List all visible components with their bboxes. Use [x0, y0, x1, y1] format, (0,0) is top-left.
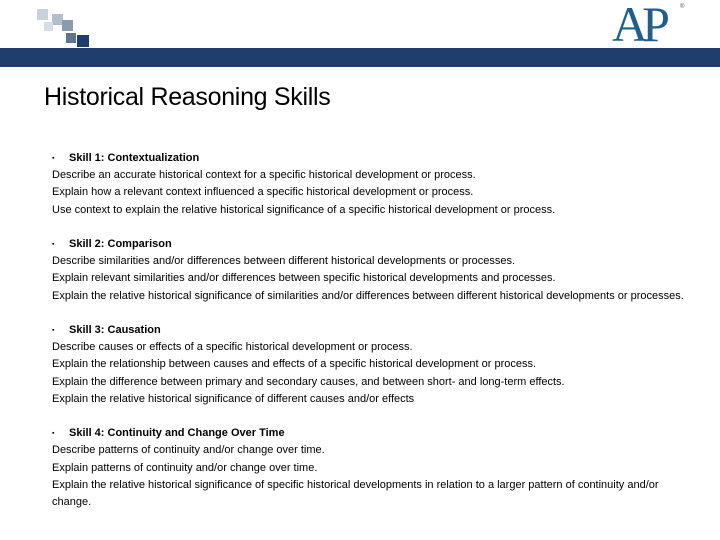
bullet-icon: ▪ — [52, 241, 55, 248]
skill-description-line: Explain relevant similarities and/or differences between specific historical developments and processes. — [52, 272, 556, 285]
skill-heading-text: Skill 4: Continuity and Change Over Time — [69, 427, 285, 440]
logo-registered-mark: ® — [680, 4, 685, 10]
skill-heading — [52, 425, 692, 442]
logo-text: AP — [612, 0, 664, 52]
skill-description-line: Describe causes or effects of a specific historical development or process. — [52, 341, 413, 354]
skill-heading — [52, 236, 692, 253]
skill-description-line: Describe an accurate historical context for a specific historical development or process. — [52, 169, 476, 182]
skill-description-line: Describe patterns of continuity and/or change over time. — [52, 444, 325, 457]
skill-block — [52, 150, 692, 219]
skill-heading-text: Skill 2: Comparison — [69, 238, 172, 250]
skill-description-line: Explain the difference between primary and secondary causes, and between short- and long-term effects. — [52, 375, 565, 388]
bullet-icon: ▪ — [52, 327, 55, 334]
skill-description-line: Explain patterns of continuity and/or change over time. — [52, 461, 318, 474]
skill-description-line: Explain the relationship between causes and effects of a specific historical development or process. — [52, 358, 537, 371]
skill-heading — [52, 150, 692, 167]
skill-description-line: Explain the relative historical significance of specific historical developments in relation to a larger pattern of continuity and/or change. — [52, 478, 659, 509]
skill-block — [52, 322, 692, 408]
page-title: Historical Reasoning Skills — [44, 83, 331, 111]
skill-description-line: Explain the relative historical significance of different causes and/or effects — [52, 392, 415, 405]
skill-heading-text: Skill 3: Causation — [69, 324, 161, 336]
skill-description-line: Explain the relative historical significance of similarities and/or differences between different historical developments or processes. — [52, 289, 684, 302]
skill-block — [52, 236, 692, 305]
ap-logo — [612, 0, 692, 52]
skill-description-line: Explain how a relevant context influenced a specific historical development or process. — [52, 186, 474, 199]
skill-description-line: Use context to explain the relative historical significance of a specific historical development or process. — [52, 203, 556, 216]
skill-block — [52, 425, 692, 511]
skill-heading-text: Skill 1: Contextualization — [69, 152, 200, 164]
bullet-icon: ▪ — [52, 155, 55, 162]
bullet-icon: ▪ — [52, 430, 55, 438]
skill-description-line: Describe similarities and/or differences between different historical developments or processes. — [52, 255, 516, 268]
skills-list — [52, 150, 692, 528]
skill-heading — [52, 322, 692, 339]
